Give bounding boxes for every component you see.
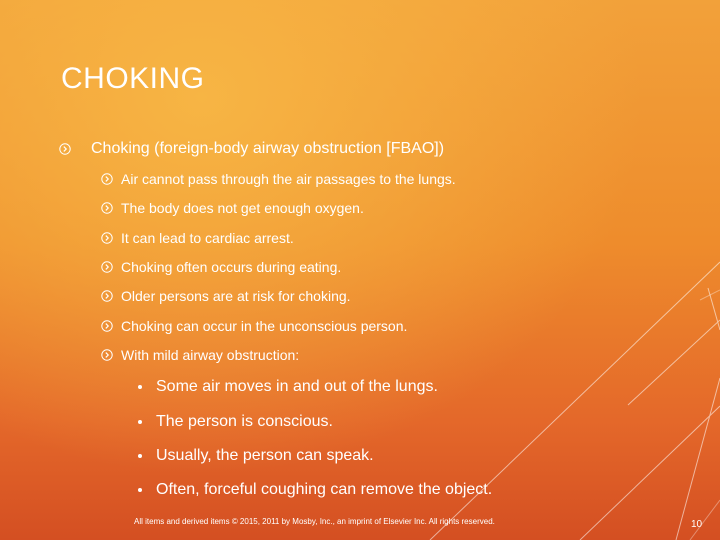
- sub-bullet-text: It can lead to cardiac arrest.: [121, 230, 294, 246]
- dot-icon: [138, 454, 142, 458]
- sub-bullet: [101, 169, 456, 189]
- chevron-right-circle-icon: [101, 349, 113, 361]
- chevron-right-circle-icon: [101, 202, 113, 214]
- sub-bullet: [101, 286, 351, 306]
- mild-obstruction-bullet: [138, 444, 374, 468]
- mild-obstruction-text: Some air moves in and out of the lungs.: [156, 378, 438, 395]
- dot-icon: [138, 420, 142, 424]
- sub-bullet: [101, 257, 341, 277]
- sub-bullet-text: Choking often occurs during eating.: [121, 259, 342, 275]
- sub-bullet-text: With mild airway obstruction:: [121, 347, 300, 363]
- chevron-right-circle-icon: [101, 232, 113, 244]
- chevron-right-circle-icon: [101, 261, 113, 273]
- page-number: 10: [691, 519, 703, 530]
- main-bullet: [59, 138, 444, 160]
- dot-icon: [138, 385, 142, 389]
- sub-bullet: [101, 198, 364, 218]
- mild-obstruction-text: Usually, the person can speak.: [156, 447, 374, 464]
- chevron-right-circle-icon: [101, 320, 113, 332]
- chevron-right-circle-icon: [101, 290, 113, 302]
- sub-bullet-text: Air cannot pass through the air passages to the lungs.: [121, 171, 456, 187]
- mild-obstruction-bullet: [138, 478, 492, 502]
- slide-title: CHOKING: [61, 62, 205, 95]
- mild-obstruction-text: The person is conscious.: [156, 413, 333, 430]
- mild-obstruction-text: Often, forceful coughing can remove the object.: [156, 481, 493, 498]
- copyright-footer: All items and derived items © 2015, 2011 by Mosby, Inc., an imprint of Elsevier Inc. All rights reserved.: [134, 517, 495, 526]
- chevron-right-circle-icon: [101, 173, 113, 185]
- chevron-right-circle-icon: [59, 143, 71, 155]
- sub-bullet: [101, 345, 299, 365]
- main-bullet-text: Choking (foreign-body airway obstruction [FBAO]): [91, 140, 445, 157]
- sub-bullet: [101, 228, 294, 248]
- sub-bullet: [101, 316, 407, 336]
- sub-bullet-text: The body does not get enough oxygen.: [121, 200, 364, 216]
- mild-obstruction-bullet: [138, 410, 333, 434]
- mild-obstruction-bullet: [138, 375, 438, 399]
- dot-icon: [138, 488, 142, 492]
- sub-bullet-text: Older persons are at risk for choking.: [121, 288, 351, 304]
- sub-bullet-text: Choking can occur in the unconscious person.: [121, 318, 408, 334]
